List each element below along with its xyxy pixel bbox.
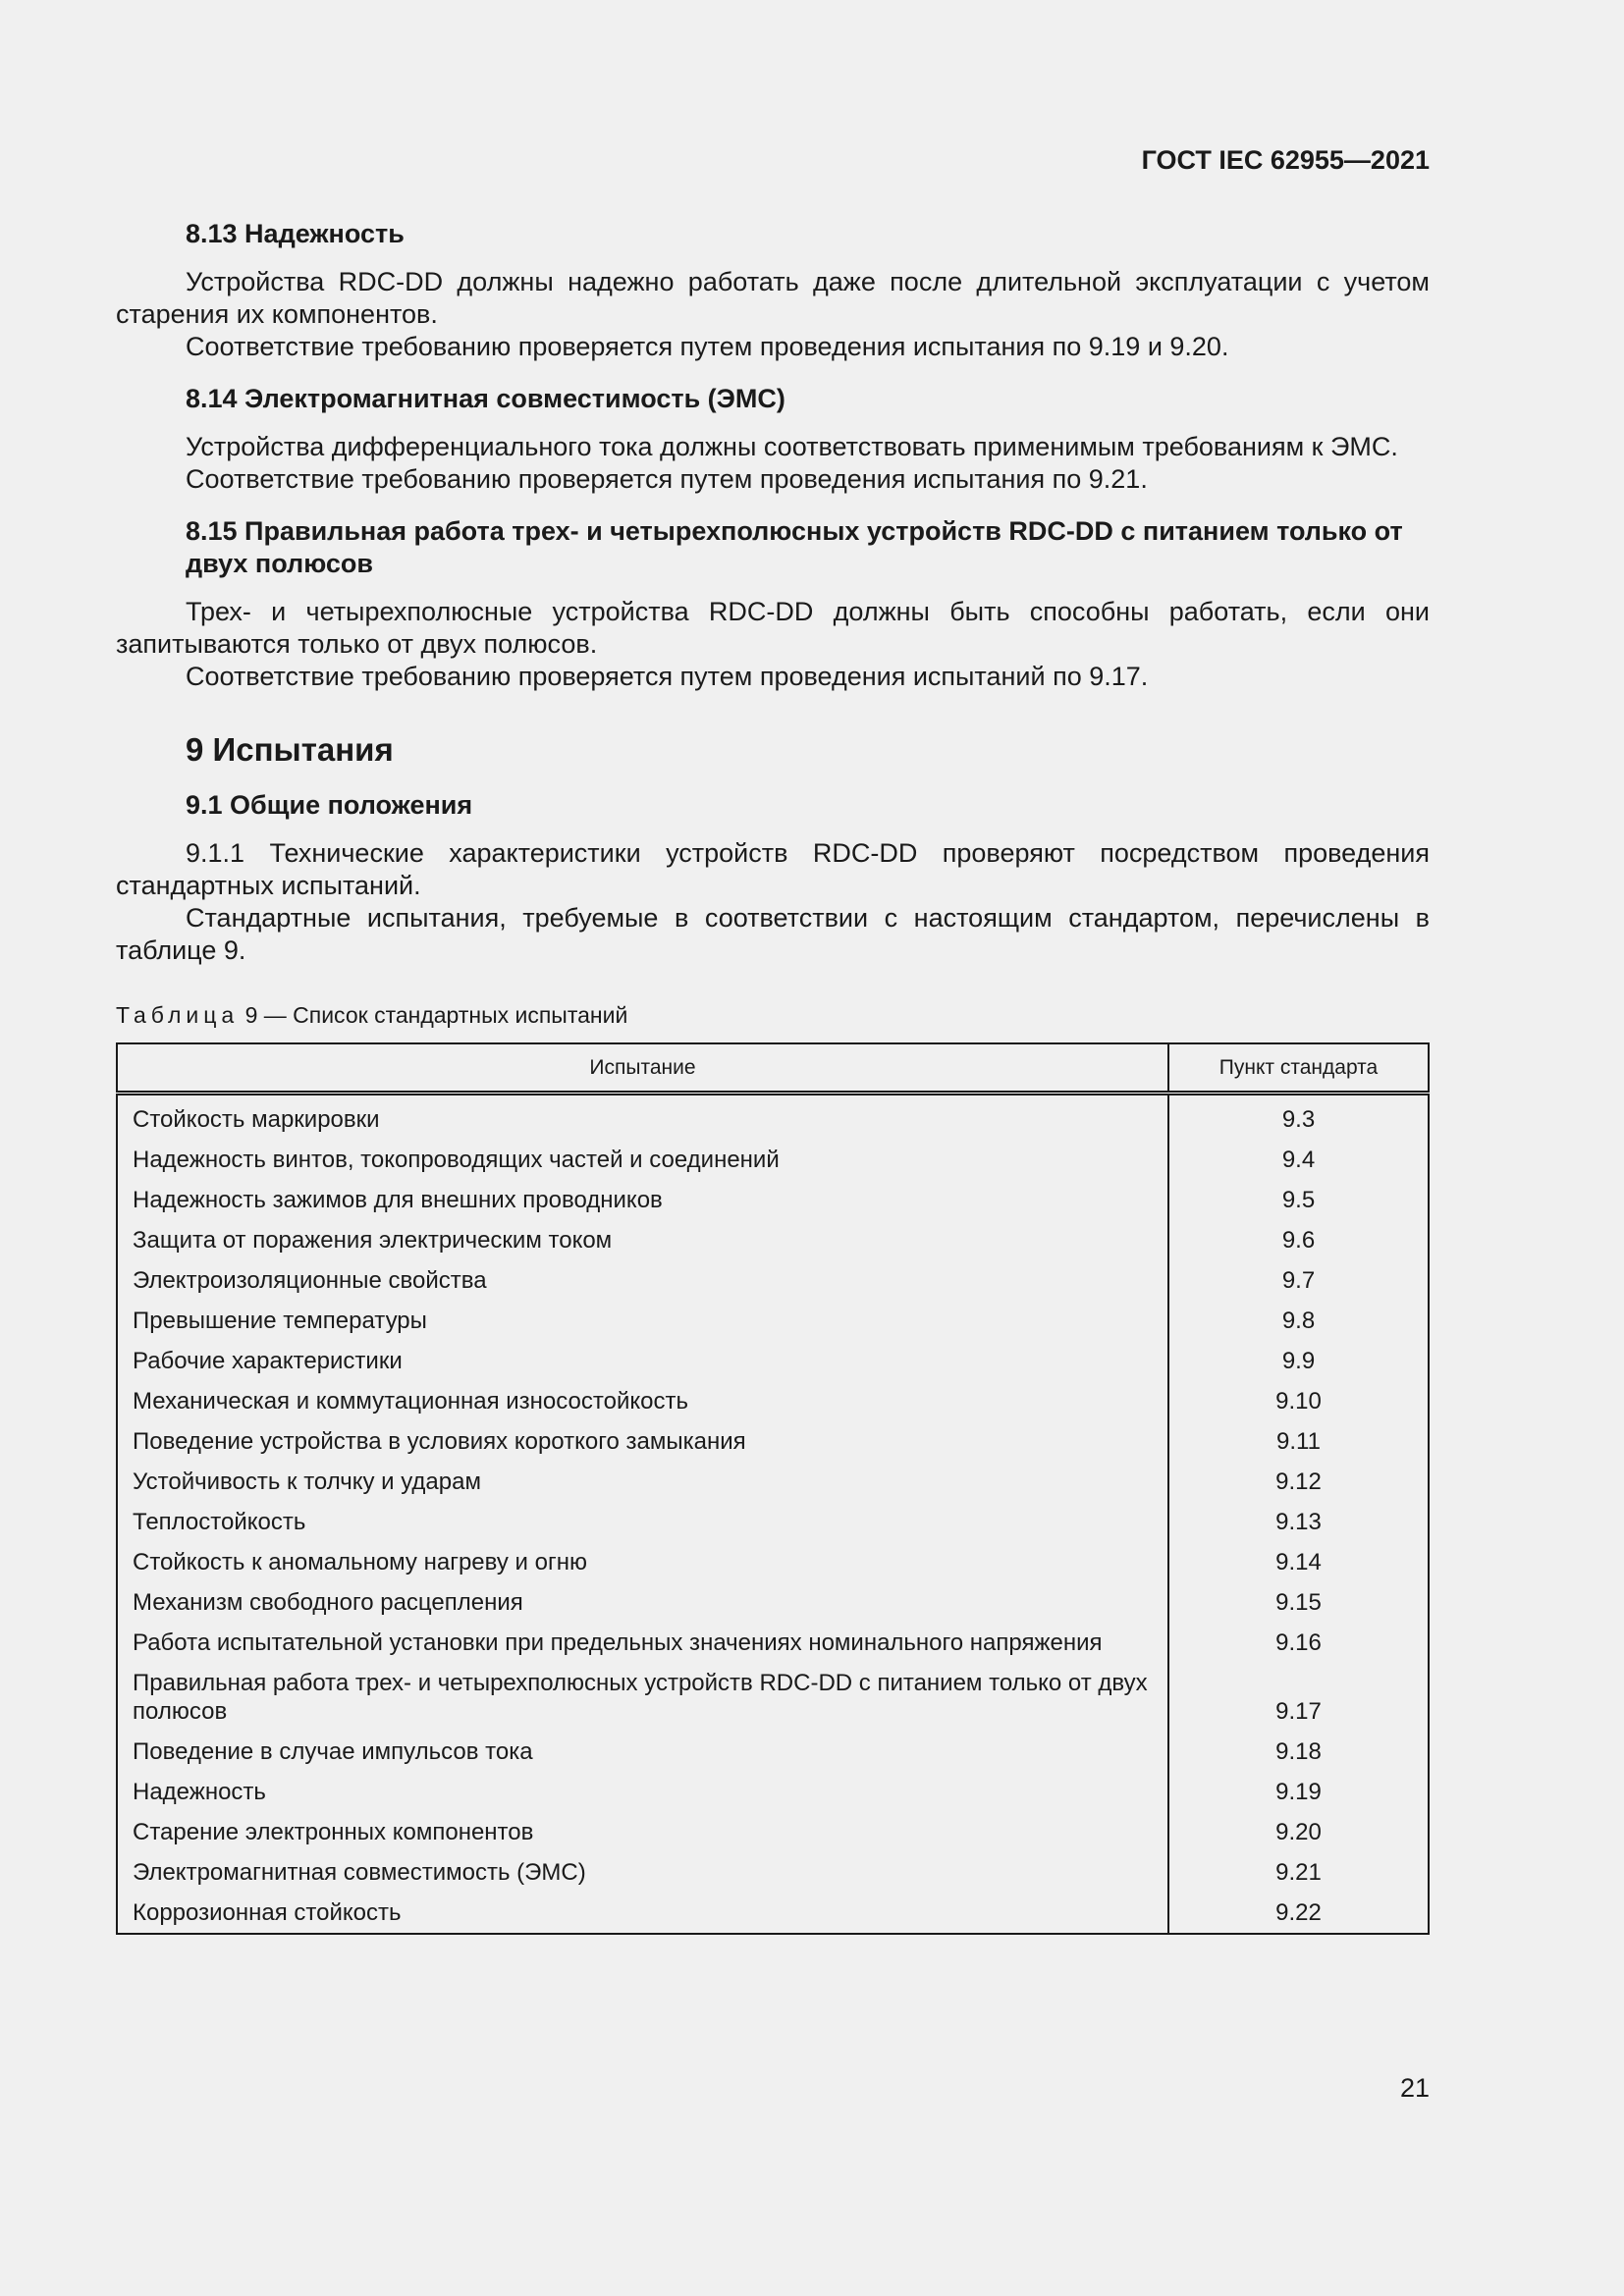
test-name-cell: Поведение устройства в условиях короткого замыкания	[117, 1421, 1168, 1462]
clause-number-cell: 9.13	[1275, 1509, 1322, 1535]
table-row	[117, 1812, 1429, 1852]
table-row	[117, 1260, 1429, 1301]
clause-number-cell: 9.12	[1275, 1468, 1322, 1495]
section-8-13-paragraph-1: Устройства RDC-DD должны надежно работать даже после длительной эксплуатации с учетом старения их компонентов.	[116, 267, 1430, 329]
section-9-1-title: 9.1 Общие положения	[186, 790, 473, 820]
table-row	[117, 1732, 1429, 1772]
test-name-cell: Старение электронных компонентов	[117, 1812, 1168, 1852]
clause-number-cell: 9.5	[1281, 1187, 1316, 1213]
test-name-cell: Превышение температуры	[117, 1301, 1168, 1341]
table-row	[117, 1421, 1429, 1462]
test-name-cell: Рабочие характеристики	[117, 1341, 1168, 1381]
table-row	[117, 1094, 1429, 1141]
test-name-cell: Механизм свободного расцепления	[117, 1582, 1168, 1623]
test-name-cell: Электроизоляционные свойства	[117, 1260, 1168, 1301]
table-body	[117, 1094, 1429, 1935]
page-number: 21	[1399, 2073, 1430, 2103]
table-caption-text: 9 — Список стандартных испытаний	[244, 1002, 628, 1028]
section-8-14-paragraph-1: Устройства дифференциального тока должны соответствовать применимым требованиям к ЭМС.	[186, 432, 1398, 461]
header-test: Испытание	[117, 1043, 1168, 1094]
test-name-cell: Стойкость маркировки	[117, 1094, 1168, 1141]
clause-number-cell: 9.6	[1281, 1227, 1316, 1254]
table-row	[117, 1220, 1429, 1260]
test-name-cell: Коррозионная стойкость	[117, 1893, 1168, 1934]
clause-number-cell: 9.15	[1275, 1589, 1322, 1616]
table-row	[117, 1140, 1429, 1180]
clause-number-cell: 9.4	[1281, 1147, 1316, 1173]
clause-number-cell: 9.3	[1281, 1106, 1316, 1133]
table-row	[117, 1341, 1429, 1381]
table-row	[117, 1772, 1429, 1812]
header-clause: Пункт стандарта	[1168, 1043, 1429, 1094]
test-name-cell: Надежность	[117, 1772, 1168, 1812]
section-8-13-title: 8.13 Надежность	[186, 219, 405, 248]
test-name-cell: Работа испытательной установки при предельных значениях номинального напряжения	[117, 1623, 1168, 1663]
test-name-cell: Устойчивость к толчку и ударам	[117, 1462, 1168, 1502]
section-8-15-paragraph-1: Трех- и четырехполюсные устройства RDC-DD должны быть способны работать, если они запитываются только от двух полюсов.	[116, 597, 1430, 659]
clause-number-cell: 9.19	[1275, 1779, 1322, 1805]
test-name-cell: Надежность винтов, токопроводящих частей и соединений	[117, 1140, 1168, 1180]
section-8-14-paragraph-2: Соответствие требованию проверяется путем проведения испытания по 9.21.	[186, 464, 1148, 494]
table-row	[117, 1301, 1429, 1341]
section-9-1-paragraph-1: 9.1.1 Технические характеристики устройств RDC-DD проверяют посредством проведения стандартных испытаний.	[116, 838, 1430, 900]
clause-number-cell: 9.7	[1281, 1267, 1316, 1294]
test-name-cell: Электромагнитная совместимость (ЭМС)	[117, 1852, 1168, 1893]
table-caption-label: Таблица	[116, 1002, 240, 1028]
test-name-cell: Теплостойкость	[117, 1502, 1168, 1542]
section-8-13-paragraph-2: Соответствие требованию проверяется путем проведения испытания по 9.19 и 9.20.	[186, 332, 1229, 361]
clause-number-cell: 9.16	[1275, 1629, 1322, 1656]
table-row	[117, 1663, 1429, 1732]
clause-number-cell: 9.14	[1275, 1549, 1322, 1575]
table-row	[117, 1462, 1429, 1502]
clause-number-cell: 9.9	[1281, 1348, 1316, 1374]
clause-number-cell: 9.21	[1275, 1859, 1322, 1886]
clause-number-cell: 9.11	[1276, 1428, 1321, 1455]
table-header-row	[117, 1043, 1429, 1094]
clause-number-cell: 9.8	[1281, 1308, 1316, 1334]
table-row	[117, 1623, 1429, 1663]
table-row	[117, 1542, 1429, 1582]
table-row	[117, 1582, 1429, 1623]
test-name-cell: Механическая и коммутационная износостойкость	[117, 1381, 1168, 1421]
standard-tests-table	[116, 1042, 1430, 1935]
clause-number-cell: 9.10	[1275, 1388, 1322, 1415]
test-name-cell: Правильная работа трех- и четырехполюсных устройств RDC-DD с питанием только от двух полюсов	[117, 1663, 1168, 1732]
test-name-cell: Стойкость к аномальному нагреву и огню	[117, 1542, 1168, 1582]
section-8-14-title: 8.14 Электромагнитная совместимость (ЭМС)	[186, 384, 785, 413]
table-row	[117, 1381, 1429, 1421]
section-8-15-paragraph-2: Соответствие требованию проверяется путем проведения испытаний по 9.17.	[186, 662, 1149, 691]
page-content	[116, 218, 1430, 1935]
table-row	[117, 1852, 1429, 1893]
section-8-15-title: 8.15 Правильная работа трех- и четырехполюсных устройств RDC-DD с питанием только от двух полюсов	[186, 516, 1403, 578]
standard-designation: ГОСТ IEC 62955—2021	[1141, 145, 1430, 175]
test-name-cell: Поведение в случае импульсов тока	[117, 1732, 1168, 1772]
chapter-9-title: 9 Испытания	[186, 731, 394, 768]
table-row	[117, 1180, 1429, 1220]
clause-number-cell: 9.22	[1275, 1899, 1322, 1926]
clause-number-cell: 9.17	[1275, 1698, 1322, 1725]
test-name-cell: Надежность зажимов для внешних проводников	[117, 1180, 1168, 1220]
table-caption	[116, 1002, 1430, 1029]
test-name-cell: Защита от поражения электрическим током	[117, 1220, 1168, 1260]
table-row	[117, 1893, 1429, 1934]
clause-number-cell: 9.18	[1275, 1738, 1322, 1765]
clause-number-cell: 9.20	[1275, 1819, 1322, 1845]
table-row	[117, 1502, 1429, 1542]
section-9-1-paragraph-2: Стандартные испытания, требуемые в соответствии с настоящим стандартом, перечислены в таблице 9.	[116, 903, 1430, 965]
